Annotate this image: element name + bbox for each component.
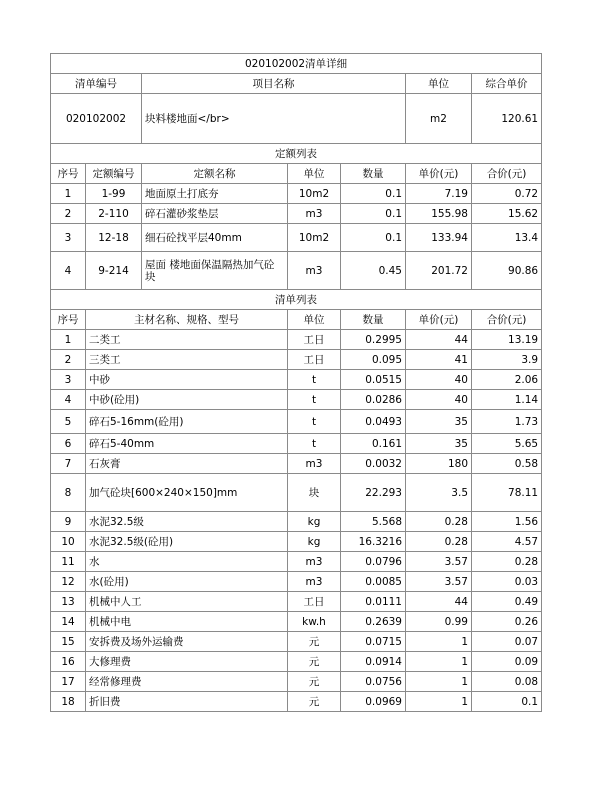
material-total: 0.26 <box>472 612 542 632</box>
quota-unit: m3 <box>288 252 341 290</box>
material-name: 水(砼用) <box>86 572 288 592</box>
materials-header-row <box>51 310 542 330</box>
material-name: 石灰膏 <box>86 454 288 474</box>
material-qty: 0.0715 <box>341 632 406 652</box>
material-total: 78.11 <box>472 474 542 512</box>
quota-header-price: 单价(元) <box>406 164 472 184</box>
quota-header-qty: 数量 <box>341 164 406 184</box>
material-total: 0.28 <box>472 552 542 572</box>
quota-row <box>51 252 542 290</box>
quota-total: 15.62 <box>472 204 542 224</box>
quota-header-code: 定额编号 <box>86 164 142 184</box>
quota-name: 细石砼找平层40mm <box>142 224 288 252</box>
material-name: 碎石5-16mm(砼用) <box>86 410 288 434</box>
material-name: 水泥32.5级(砼用) <box>86 532 288 552</box>
material-no: 11 <box>51 552 86 572</box>
material-name: 大修理费 <box>86 652 288 672</box>
material-row <box>51 692 542 712</box>
material-no: 5 <box>51 410 86 434</box>
material-row <box>51 552 542 572</box>
quota-qty: 0.1 <box>341 224 406 252</box>
material-total: 13.19 <box>472 330 542 350</box>
material-no: 6 <box>51 434 86 454</box>
material-unit: t <box>288 410 341 434</box>
material-price: 3.57 <box>406 572 472 592</box>
quota-price: 155.98 <box>406 204 472 224</box>
material-name: 安拆费及场外运输费 <box>86 632 288 652</box>
material-price: 1 <box>406 652 472 672</box>
material-no: 14 <box>51 612 86 632</box>
quota-name: 地面原土打底夯 <box>142 184 288 204</box>
material-price: 3.57 <box>406 552 472 572</box>
material-price: 1 <box>406 672 472 692</box>
material-total: 1.73 <box>472 410 542 434</box>
quota-row <box>51 204 542 224</box>
material-price: 44 <box>406 592 472 612</box>
material-total: 1.56 <box>472 512 542 532</box>
material-unit: t <box>288 370 341 390</box>
material-name: 折旧费 <box>86 692 288 712</box>
material-price: 35 <box>406 410 472 434</box>
material-qty: 22.293 <box>341 474 406 512</box>
quota-price: 201.72 <box>406 252 472 290</box>
material-row <box>51 592 542 612</box>
material-row <box>51 390 542 410</box>
material-qty: 0.0111 <box>341 592 406 612</box>
material-qty: 0.0914 <box>341 652 406 672</box>
material-qty: 0.095 <box>341 350 406 370</box>
quota-code: 12-18 <box>86 224 142 252</box>
quota-no: 3 <box>51 224 86 252</box>
quota-total: 13.4 <box>472 224 542 252</box>
material-unit: kg <box>288 532 341 552</box>
material-unit: m3 <box>288 552 341 572</box>
quota-code: 1-99 <box>86 184 142 204</box>
material-no: 1 <box>51 330 86 350</box>
material-name: 三类工 <box>86 350 288 370</box>
material-no: 9 <box>51 512 86 532</box>
material-total: 0.03 <box>472 572 542 592</box>
quota-code: 2-110 <box>86 204 142 224</box>
material-qty: 0.0756 <box>341 672 406 692</box>
material-name: 机械中人工 <box>86 592 288 612</box>
material-total: 0.49 <box>472 592 542 612</box>
item-name: 块料楼地面</br> <box>142 94 406 144</box>
material-qty: 0.0515 <box>341 370 406 390</box>
quota-header-name: 定额名称 <box>142 164 288 184</box>
title-row <box>51 54 542 74</box>
material-unit: m3 <box>288 572 341 592</box>
material-row <box>51 350 542 370</box>
material-total: 3.9 <box>472 350 542 370</box>
material-no: 16 <box>51 652 86 672</box>
material-name: 二类工 <box>86 330 288 350</box>
materials-header-qty: 数量 <box>341 310 406 330</box>
material-row <box>51 652 542 672</box>
material-row <box>51 454 542 474</box>
material-total: 0.1 <box>472 692 542 712</box>
material-row <box>51 474 542 512</box>
material-price: 0.28 <box>406 532 472 552</box>
bill-code: 020102002 <box>51 94 142 144</box>
material-total: 1.14 <box>472 390 542 410</box>
material-price: 40 <box>406 370 472 390</box>
material-qty: 0.0969 <box>341 692 406 712</box>
material-price: 0.28 <box>406 512 472 532</box>
material-name: 中砂(砼用) <box>86 390 288 410</box>
material-qty: 5.568 <box>341 512 406 532</box>
material-row <box>51 410 542 434</box>
material-no: 2 <box>51 350 86 370</box>
header-item-name: 项目名称 <box>142 74 406 94</box>
material-no: 3 <box>51 370 86 390</box>
material-unit: t <box>288 434 341 454</box>
quota-unit: 10m2 <box>288 184 341 204</box>
material-row <box>51 632 542 652</box>
item-price: 120.61 <box>472 94 542 144</box>
material-total: 2.06 <box>472 370 542 390</box>
header-bill-code: 清单编号 <box>51 74 142 94</box>
material-total: 4.57 <box>472 532 542 552</box>
material-unit: 块 <box>288 474 341 512</box>
quota-no: 1 <box>51 184 86 204</box>
material-unit: 工日 <box>288 330 341 350</box>
material-qty: 0.0493 <box>341 410 406 434</box>
material-price: 41 <box>406 350 472 370</box>
quota-price: 7.19 <box>406 184 472 204</box>
material-no: 12 <box>51 572 86 592</box>
quota-code: 9-214 <box>86 252 142 290</box>
materials-header-total: 合价(元) <box>472 310 542 330</box>
quota-unit: m3 <box>288 204 341 224</box>
quota-total: 90.86 <box>472 252 542 290</box>
material-total: 0.58 <box>472 454 542 474</box>
material-unit: t <box>288 390 341 410</box>
quota-header-no: 序号 <box>51 164 86 184</box>
quota-header-total: 合价(元) <box>472 164 542 184</box>
material-qty: 0.161 <box>341 434 406 454</box>
material-unit: 元 <box>288 672 341 692</box>
quota-header-unit: 单位 <box>288 164 341 184</box>
material-unit: m3 <box>288 454 341 474</box>
quota-row <box>51 184 542 204</box>
material-qty: 0.0085 <box>341 572 406 592</box>
quota-row <box>51 224 542 252</box>
material-price: 35 <box>406 434 472 454</box>
material-price: 44 <box>406 330 472 350</box>
summary-header-row <box>51 74 542 94</box>
quota-qty: 0.1 <box>341 204 406 224</box>
material-total: 0.08 <box>472 672 542 692</box>
material-qty: 16.3216 <box>341 532 406 552</box>
material-name: 机械中电 <box>86 612 288 632</box>
quota-name: 屋面 楼地面保温隔热加气砼块 <box>142 252 288 290</box>
item-unit: m2 <box>406 94 472 144</box>
materials-header-price: 单价(元) <box>406 310 472 330</box>
material-name: 水 <box>86 552 288 572</box>
material-row <box>51 512 542 532</box>
material-price: 1 <box>406 632 472 652</box>
material-qty: 0.0032 <box>341 454 406 474</box>
material-name: 碎石5-40mm <box>86 434 288 454</box>
summary-row <box>51 94 542 144</box>
table-title: 020102002清单详细 <box>51 54 542 74</box>
material-unit: 工日 <box>288 592 341 612</box>
quota-name: 碎石灌砂浆垫层 <box>142 204 288 224</box>
material-name: 中砂 <box>86 370 288 390</box>
material-no: 17 <box>51 672 86 692</box>
quota-no: 2 <box>51 204 86 224</box>
material-row <box>51 434 542 454</box>
material-no: 13 <box>51 592 86 612</box>
material-total: 0.09 <box>472 652 542 672</box>
material-unit: 工日 <box>288 350 341 370</box>
quota-section-row <box>51 144 542 164</box>
material-row <box>51 572 542 592</box>
material-unit: 元 <box>288 652 341 672</box>
materials-header-name: 主材名称、规格、型号 <box>86 310 288 330</box>
material-unit: kg <box>288 512 341 532</box>
material-unit: 元 <box>288 692 341 712</box>
material-price: 0.99 <box>406 612 472 632</box>
material-qty: 0.2995 <box>341 330 406 350</box>
material-price: 1 <box>406 692 472 712</box>
material-price: 180 <box>406 454 472 474</box>
material-no: 4 <box>51 390 86 410</box>
quota-price: 133.94 <box>406 224 472 252</box>
material-name: 经常修理费 <box>86 672 288 692</box>
material-name: 水泥32.5级 <box>86 512 288 532</box>
materials-header-no: 序号 <box>51 310 86 330</box>
material-qty: 0.2639 <box>341 612 406 632</box>
material-no: 8 <box>51 474 86 512</box>
material-qty: 0.0796 <box>341 552 406 572</box>
material-no: 10 <box>51 532 86 552</box>
material-price: 3.5 <box>406 474 472 512</box>
materials-header-unit: 单位 <box>288 310 341 330</box>
quota-qty: 0.45 <box>341 252 406 290</box>
materials-section-title: 清单列表 <box>51 290 542 310</box>
quota-total: 0.72 <box>472 184 542 204</box>
material-unit: 元 <box>288 632 341 652</box>
material-name: 加气砼块[600×240×150]mm <box>86 474 288 512</box>
material-price: 40 <box>406 390 472 410</box>
quota-no: 4 <box>51 252 86 290</box>
material-no: 18 <box>51 692 86 712</box>
material-no: 15 <box>51 632 86 652</box>
material-row <box>51 672 542 692</box>
material-row <box>51 370 542 390</box>
materials-section-row <box>51 290 542 310</box>
material-row <box>51 612 542 632</box>
quota-section-title: 定额列表 <box>51 144 542 164</box>
quota-qty: 0.1 <box>341 184 406 204</box>
material-row <box>51 330 542 350</box>
material-total: 5.65 <box>472 434 542 454</box>
bill-detail-table <box>50 53 542 712</box>
quota-header-row <box>51 164 542 184</box>
material-no: 7 <box>51 454 86 474</box>
header-unit: 单位 <box>406 74 472 94</box>
header-unit-price: 综合单价 <box>472 74 542 94</box>
quota-unit: 10m2 <box>288 224 341 252</box>
material-row <box>51 532 542 552</box>
material-unit: kw.h <box>288 612 341 632</box>
material-total: 0.07 <box>472 632 542 652</box>
material-qty: 0.0286 <box>341 390 406 410</box>
